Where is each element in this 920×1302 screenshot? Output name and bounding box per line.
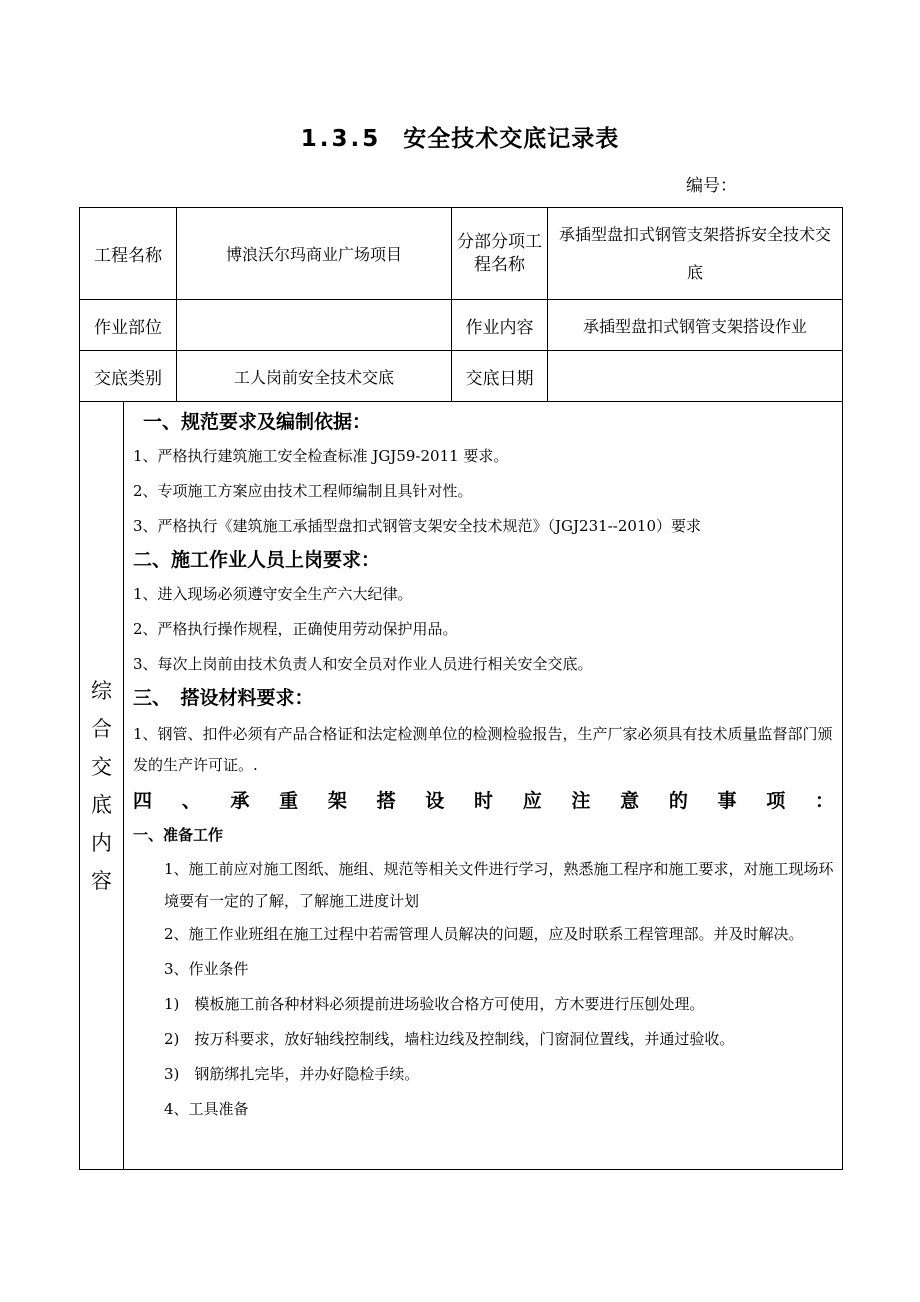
paragraph: 1、钢管、扣件必须有产品合格证和法定检测单位的检测检验报告，生产厂家必须具有技术质量监督部门颁发的生产许可证。.	[133, 725, 833, 774]
briefing-date-value	[548, 351, 843, 402]
serial-number-label: 编号：	[686, 176, 737, 196]
title-number: 1.3.5	[300, 126, 382, 152]
content-side-label: 综 合 交 底 内 容	[80, 402, 124, 1170]
briefing-date-label: 交底日期	[452, 351, 548, 402]
list-item: 1、进入现场必须遵守安全生产六大纪律。	[133, 585, 413, 603]
paragraph: 2、施工作业班组在施工过程中若需管理人员解决的问题，应及时联系工程管理部。并及时解决。	[164, 925, 804, 943]
briefing-record-table	[79, 207, 843, 1170]
list-item: 2、专项施工方案应由技术工程师编制且具针对性。	[133, 482, 473, 500]
list-item: 2、严格执行操作规程，正确使用劳动保护用品。	[133, 620, 458, 638]
project-name-label: 工程名称	[80, 208, 177, 300]
work-content-value: 承插型盘扣式钢管支架搭设作业	[548, 300, 843, 351]
list-item: 3、作业条件	[164, 960, 249, 978]
project-name-value: 博浪沃尔玛商业广场项目	[177, 208, 452, 300]
list-item: 3、严格执行《建筑施工承插型盘扣式钢管支架安全技术规范》（JGJ231--2010）要求	[133, 517, 701, 535]
paragraph: 1、施工前应对施工图纸、施组、规范等相关文件进行学习，熟悉施工程序和施工要求，对施工现场环境要有一定的了解，了解施工进度计划	[164, 860, 834, 910]
list-item: 3) 钢筋绑扎完毕，并办好隐检手续。	[164, 1065, 420, 1083]
work-area-value	[177, 300, 452, 351]
briefing-type-value: 工人岗前安全技术交底	[177, 351, 452, 402]
work-content-label: 作业内容	[452, 300, 548, 351]
title-text: 安全技术交底记录表	[403, 126, 620, 152]
list-item: 4、工具准备	[164, 1100, 249, 1118]
list-item: 1、严格执行建筑施工安全检查标准 JGJ59-2011 要求。	[133, 447, 509, 465]
section-heading: 三、 搭设材料要求：	[133, 687, 314, 709]
subproject-label: 分部分项工程名称	[452, 208, 548, 300]
list-item: 2) 按万科要求，放好轴线控制线，墙柱边线及控制线，门窗洞位置线，并通过验收。	[164, 1030, 735, 1048]
briefing-content	[124, 402, 843, 1170]
work-area-label: 作业部位	[80, 300, 177, 351]
briefing-type-label: 交底类别	[80, 351, 177, 402]
page-title	[0, 120, 920, 153]
sub-heading: 一、准备工作	[133, 826, 224, 844]
section-heading: 二、施工作业人员上岗要求：	[133, 549, 381, 571]
subproject-value: 承插型盘扣式钢管支架搭拆安全技术交底	[548, 208, 843, 300]
section-heading: 一、规范要求及编制依据：	[143, 411, 372, 433]
list-item: 1) 模板施工前各种材料必须提前进场验收合格方可使用，方木要进行压刨处理。	[164, 995, 705, 1013]
section-heading: 四、承重架搭设时应注意的事项：	[133, 790, 834, 812]
list-item: 3、每次上岗前由技术负责人和安全员对作业人员进行相关安全交底。	[133, 655, 593, 673]
